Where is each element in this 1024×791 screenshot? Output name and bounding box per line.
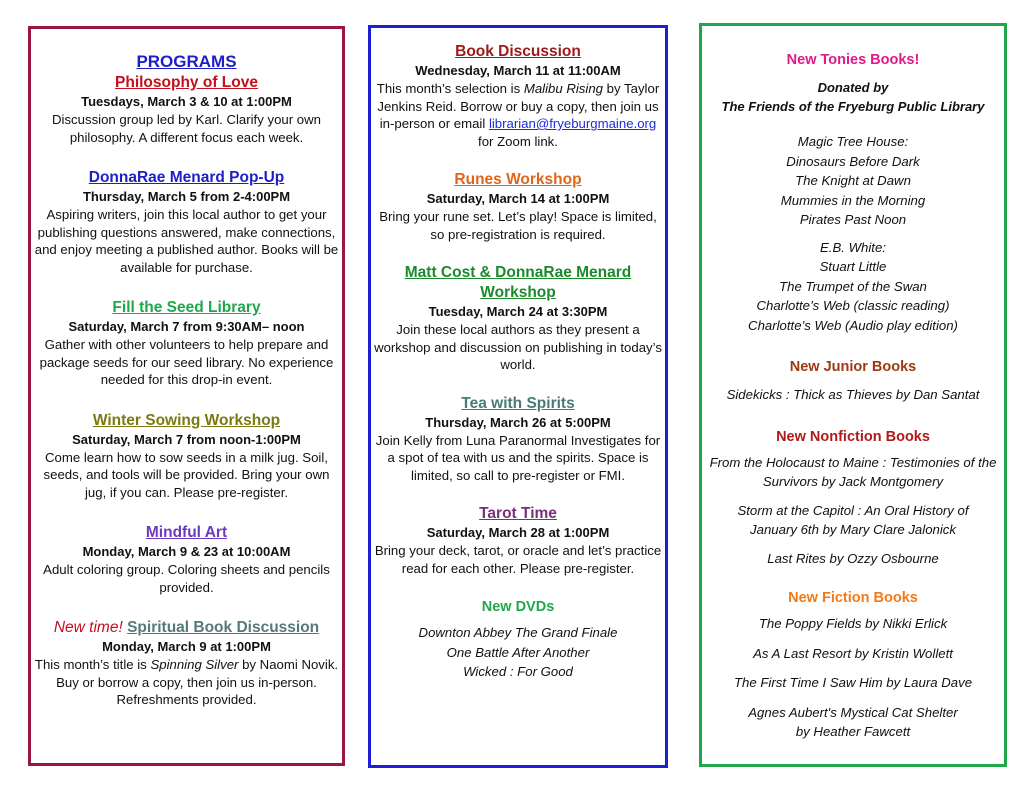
event-time: Saturday, March 7 from noon-1:00PM: [72, 431, 301, 447]
list-item: The Knight at Dawn: [795, 173, 911, 188]
event-time: Thursday, March 5 from 2-4:00PM: [82, 189, 291, 204]
event-title: Runes Workshop: [454, 171, 582, 188]
list-item: From the Holocaust to Maine : Testimonies of the Survivors by Jack Montgomery: [709, 454, 997, 489]
event-time: Monday, March 9 & 23 at 10:00AM: [82, 544, 291, 559]
event-title: DonnaRae Menard Pop-Up: [88, 169, 285, 186]
event-description: Bring your rune set. Let’s play! Space is limited, so pre-registration is required.: [379, 209, 657, 242]
event-mindful-art: [31, 523, 342, 596]
event-philosophy-of-love: [31, 73, 342, 146]
event-description: This month’s selection is Malibu Rising by Taylor Jenkins Reid. Borrow or buy a copy, then join us in-person or email librarian@fryeburgmaine.org for Zoom link.: [376, 81, 660, 149]
list-item: Last Rites by Ozzy Osbourne: [767, 550, 939, 566]
event-spiritual-book-discussion: [31, 618, 342, 709]
event-runes-workshop: [371, 170, 665, 243]
dvd-item: Wicked : For Good: [463, 664, 573, 679]
event-title: Tea with Spirits: [461, 394, 575, 412]
list-item: Mummies in the Morning: [780, 192, 926, 208]
list-item: Dinosaurs Before Dark: [786, 153, 920, 169]
list-item: The First Time I Saw Him by Laura Dave: [733, 675, 973, 690]
book-title: Malibu Rising: [523, 81, 604, 96]
donated-by-label: Donated by: [817, 80, 889, 95]
event-tarot-time: [371, 504, 665, 577]
event-description: Discussion group led by Karl. Clarify your own philosophy. A different focus each week.: [52, 112, 321, 145]
list-item: As A Last Resort by Kristin Wollett: [753, 645, 953, 661]
book-title: Spinning Silver: [150, 657, 239, 672]
list-item: Sidekicks : Thick as Thieves by Dan Santat: [726, 387, 980, 402]
event-winter-sowing: [31, 411, 342, 502]
event-time: Tuesday, March 24 at 3:30PM: [428, 304, 608, 319]
event-description: Join these local authors as they present a workshop and discussion on publishing in today’s world.: [374, 322, 662, 372]
dvd-item: One Battle After Another: [446, 644, 590, 660]
event-tea-with-spirits: [371, 394, 665, 485]
new-books-column: [699, 23, 1007, 767]
list-item: The Trumpet of the Swan: [779, 278, 927, 294]
programs-heading: PROGRAMS: [136, 52, 237, 71]
email-link[interactable]: librarian@fryeburgmaine.org: [488, 116, 657, 131]
event-time: Saturday, March 7 from 9:30AM– noon: [68, 319, 305, 334]
list-item: E.B. White:: [820, 239, 886, 255]
event-description: This month’s title is Spinning Silver by Naomi Novik. Buy or borrow a copy, then join us in-person. Refreshments provided.: [34, 657, 339, 707]
event-time: Tuesdays, March 3 & 10 at 1:00PM: [81, 94, 292, 109]
list-item: Charlotte’s Web (classic reading): [756, 298, 950, 313]
event-time: Monday, March 9 at 1:00PM: [102, 639, 271, 654]
event-title: Spiritual Book Discussion: [127, 619, 320, 636]
donor-name: The Friends of the Fryeburg Public Library: [721, 99, 985, 114]
event-book-discussion: [371, 42, 665, 150]
event-description: Come learn how to sow seeds in a milk jug. Soil, seeds, and tools will be provided. Bring your own jug, if you can. Please pre-register.: [43, 449, 330, 500]
list-item: Pirates Past Noon: [799, 212, 907, 227]
event-fill-seed-library: [31, 298, 342, 389]
event-title: Winter Sowing Workshop: [92, 411, 281, 429]
event-time: Thursday, March 26 at 5:00PM: [425, 414, 611, 430]
event-time: Wednesday, March 11 at 11:00AM: [415, 63, 621, 78]
nonfiction-books-heading: New Nonfiction Books: [776, 428, 930, 445]
event-description: Aspiring writers, join this local author to get your publishing questions answered, make connections, and enjoy meeting a published author. Books will be available for purchase.: [34, 207, 339, 275]
list-item: Stuart Little: [819, 259, 887, 274]
list-item: Charlotte’s Web (Audio play edition): [748, 317, 958, 333]
event-description: Adult coloring group. Coloring sheets and pencils provided.: [43, 562, 330, 595]
event-time: Saturday, March 14 at 1:00PM: [426, 191, 610, 206]
event-title: Fill the Seed Library: [112, 299, 261, 316]
event-title: Matt Cost & DonnaRae Menard Workshop: [404, 264, 632, 301]
event-description: Join Kelly from Luna Paranormal Investigates for a spot of tea with us and the spirits. Space is limited, so call to pre-register or FMI.: [375, 432, 661, 483]
tonies-heading: New Tonies Books!: [786, 52, 920, 68]
event-donnarae-popup: [31, 168, 342, 276]
list-item: Magic Tree House:: [797, 134, 909, 149]
new-dvds-section: [371, 597, 665, 682]
dvds-heading: New DVDs: [481, 599, 555, 615]
programs-column: [28, 26, 345, 766]
event-title: Philosophy of Love: [115, 74, 258, 91]
fiction-books-heading: New Fiction Books: [788, 590, 918, 606]
event-description: Gather with other volunteers to help prepare and package seeds for our seed library. No experience needed for this drop-in event.: [39, 337, 334, 387]
middle-column: [368, 25, 668, 768]
event-title: Book Discussion: [455, 43, 581, 60]
list-item: The Poppy Fields by Nikki Erlick: [758, 616, 948, 631]
event-title: Tarot Time: [479, 505, 557, 522]
event-description: Bring your deck, tarot, or oracle and let’s practice read for each other. Please pre-register.: [374, 543, 662, 576]
junior-books-heading: New Junior Books: [789, 359, 917, 375]
list-item: Storm at the Capitol : An Oral History of January 6th by Mary Clare Jalonick: [737, 502, 969, 537]
dvd-item: Downton Abbey The Grand Finale: [418, 625, 618, 640]
event-matt-cost-workshop: [371, 263, 665, 374]
new-time-label: New time!: [53, 619, 123, 636]
event-time: Saturday, March 28 at 1:00PM: [426, 525, 610, 540]
magic-tree-house-list: [702, 132, 1004, 230]
event-title: Mindful Art: [145, 524, 228, 541]
list-item: Agnes Aubert's Mystical Cat Shelter by Heather Fawcett: [748, 704, 958, 739]
eb-white-list: [702, 238, 1004, 336]
